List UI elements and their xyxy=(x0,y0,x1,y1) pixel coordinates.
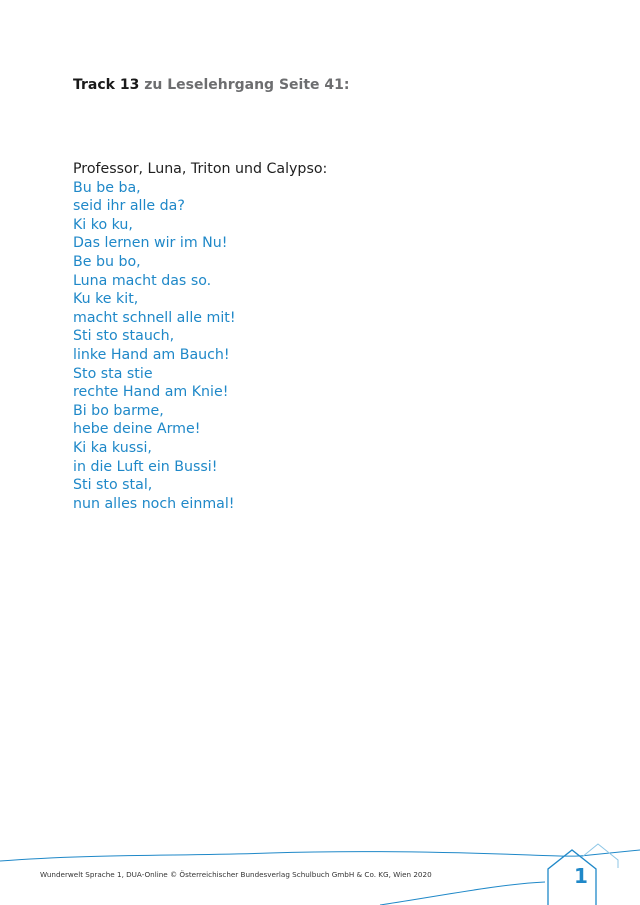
poem-line: Bu be ba, xyxy=(73,179,141,196)
poem-line: Das lernen wir im Nu! xyxy=(73,235,228,252)
page-heading xyxy=(73,77,349,93)
poem-line: Be bu bo, xyxy=(73,253,141,270)
footer-wave-decoration xyxy=(0,830,640,905)
poem-line: Bi bo barme, xyxy=(73,402,164,419)
footer-copyright: Wunderwelt Sprache 1, DUA-Online © Österreichischer Bundesverlag Schulbuch GmbH & Co. KG, Wien 2020 xyxy=(40,870,432,879)
poem-line: Sti sto stauch, xyxy=(73,328,175,345)
poem-line: Ki ko ku, xyxy=(73,216,133,233)
poem-line: linke Hand am Bauch! xyxy=(73,346,230,363)
footer-wave-line xyxy=(0,850,640,861)
track-label: Track 13 xyxy=(73,77,140,93)
poem-line: rechte Hand am Knie! xyxy=(73,384,229,401)
poem-line: Ki ka kussi, xyxy=(73,439,152,456)
poem-line: nun alles noch einmal! xyxy=(73,495,235,512)
poem-line: Luna macht das so. xyxy=(73,272,212,289)
poem-line: hebe deine Arme! xyxy=(73,421,201,438)
footer-wave-line-lower xyxy=(380,882,545,905)
poem-line: in die Luft ein Bussi! xyxy=(73,458,218,475)
poem-line: Sti sto stal, xyxy=(73,477,153,494)
page-number: 1 xyxy=(574,864,588,888)
poem-line: Sto sta stie xyxy=(73,365,153,382)
poem-line: seid ihr alle da? xyxy=(73,198,185,215)
house-outline-icon xyxy=(548,850,596,905)
poem-line: Ku ke kit, xyxy=(73,291,139,308)
poem xyxy=(73,160,327,513)
poem-line: macht schnell alle mit! xyxy=(73,309,236,326)
heading-reference: zu Leselehrgang Seite 41: xyxy=(139,77,350,93)
poem-intro: Professor, Luna, Triton und Calypso: xyxy=(73,161,328,177)
